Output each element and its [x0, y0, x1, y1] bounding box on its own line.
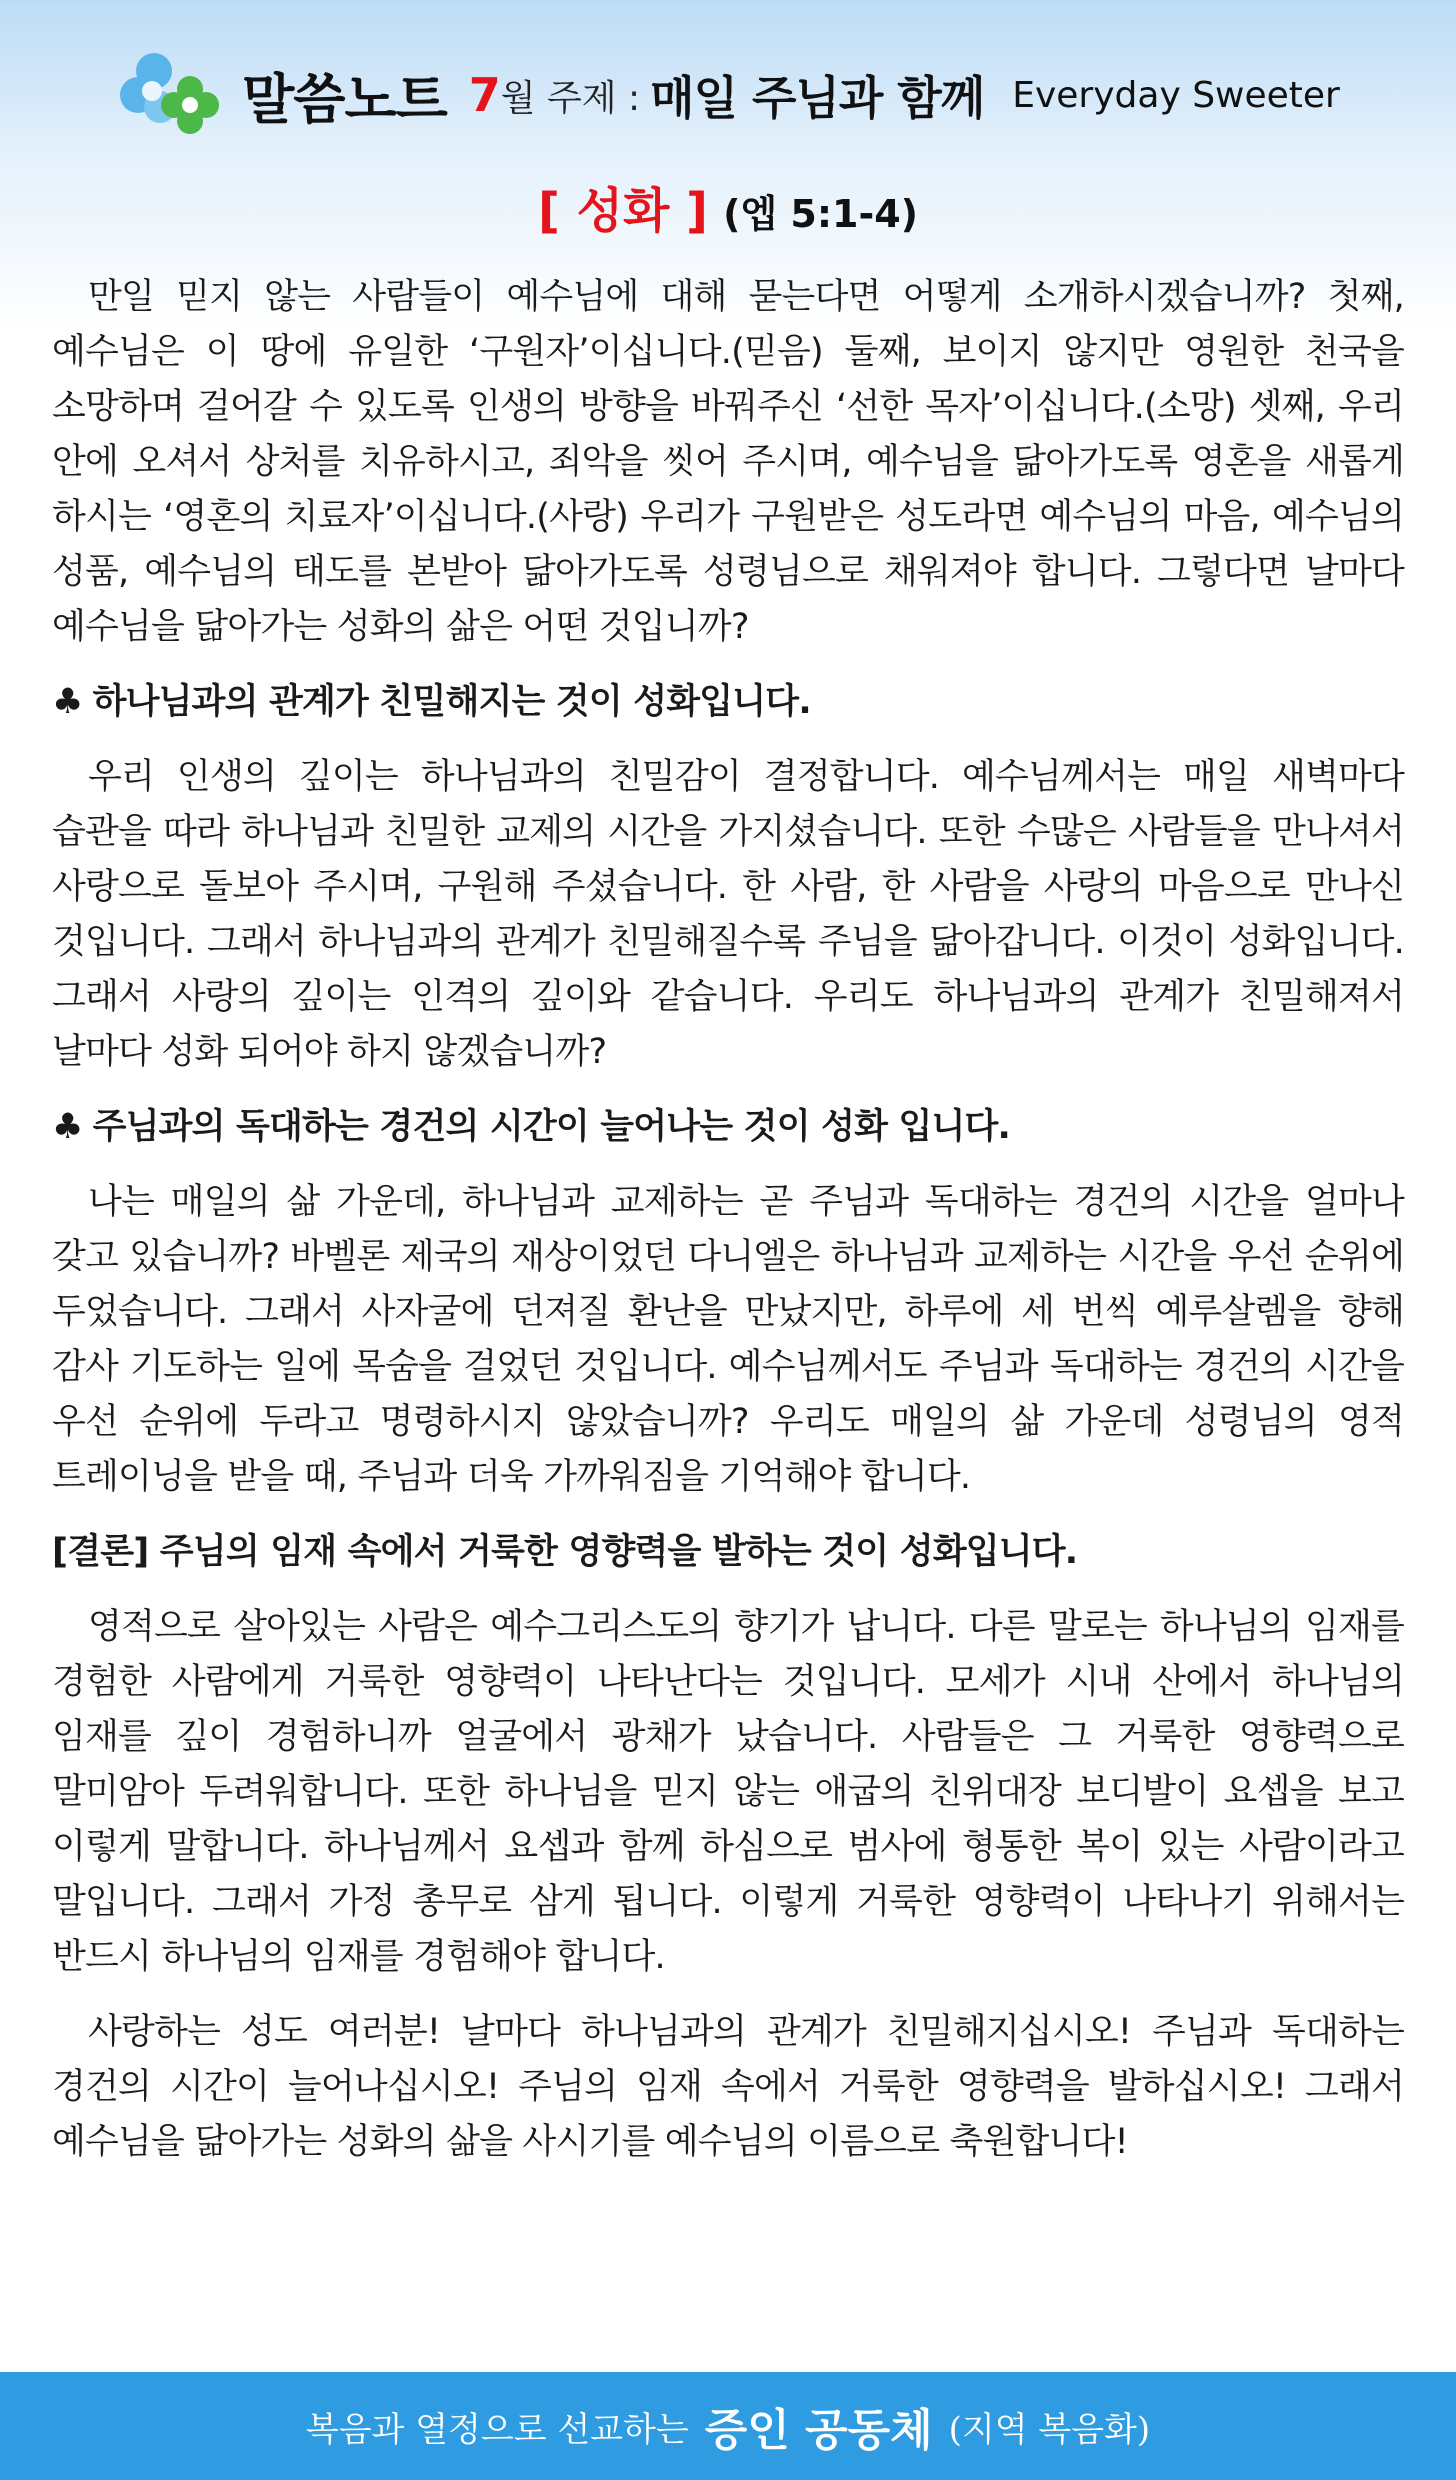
- conclusion-heading: [결론] 주님의 임재 속에서 거룩한 영향력을 발하는 것이 성화입니다.: [52, 1532, 1078, 1572]
- conclusion-paragraph: 영적으로 살아있는 사람은 예수그리스도의 향기가 납니다. 다른 말로는 하나님의 임재를 경험한 사람에게 거룩한 영향력이 나타난다는 것입니다. 모세가 시내 산에서 하나님의 임재를 깊이 경험하니까 얼굴에서 광채가 났습니다. 사람들은 그 거룩한 영향력으로 말미암아 두려워합니다. 또한 하나님을 믿지 않는 애굽의 친위대장 보디발이 요셉을 보고 이렇게 말합니다. 하나님께서 요셉과 함께 하심으로 범사에 형통한 복이 있는 사람이라고 말입니다. 그래서 가정 총무로 삼게 됩니다. 이렇게 거룩한 영향력이 나타나기 위해서는 반드시 하나님의 임재를 경험해야 합니다.: [52, 1607, 1404, 1977]
- closing-paragraph: 사랑하는 성도 여러분! 날마다 하나님과의 관계가 친밀해지십시오! 주님과 독대하는 경건의 시간이 늘어나십시오! 주님의 임재 속에서 거룩한 영향력을 발하십시오! 그래서 예수님을 닮아가는 성화의 삶을 사시기를 예수님의 이름으로 축원합니다!: [52, 2012, 1404, 2162]
- club-icon: ♣: [52, 1107, 83, 1147]
- section-heading-2-text: 주님과의 독대하는 경건의 시간이 늘어나는 것이 성화 입니다.: [92, 1107, 1011, 1147]
- brand-title: 말씀노트: [242, 67, 447, 131]
- clover-flower-icon: [116, 45, 226, 145]
- section-heading-2: [52, 1100, 1404, 1155]
- page-header: [0, 40, 1456, 150]
- sermon-title: [0, 176, 1456, 246]
- footer-emphasis: 증인 공동체: [704, 2405, 933, 2456]
- section-paragraph-2: 나는 매일의 삶 가운데, 하나님과 교제하는 곧 주님과 독대하는 경건의 시간을 얼마나 갖고 있습니까? 바벨론 제국의 재상이었던 다니엘은 하나님과 교제하는 시간을 우선 순위에 두었습니다. 그래서 사자굴에 던져질 환난을 만났지만, 하루에 세 번씩 예루살렘을 향해 감사 기도하는 일에 목숨을 걸었던 것입니다. 예수님께서도 주님과 독대하는 경건의 시간을 우선 순위에 두라고 명령하시지 않았습니까? 우리도 매일의 삶 가운데 성령님의 영적 트레이닝을 받을 때, 주님과 더욱 가까워짐을 기억해야 합니다.: [52, 1182, 1404, 1497]
- scripture-reference: (엡 5:1-4): [723, 192, 919, 236]
- monthly-topic: 매일 주님과 함께: [650, 71, 985, 125]
- title-main: [ 성화 ]: [537, 183, 708, 239]
- section-heading-1-text: 하나님과의 관계가 친밀해지는 것이 성화입니다.: [92, 682, 811, 722]
- footer-suffix: (지역 복음화): [948, 2409, 1151, 2450]
- month-number: 7: [468, 68, 501, 122]
- subtitle: Everyday Sweeter: [1012, 74, 1340, 116]
- intro-paragraph: 만일 믿지 않는 사람들이 예수님에 대해 묻는다면 어떻게 소개하시겠습니까? 첫째, 예수님은 이 땅에 유일한 ‘구원자’이십니다.(믿음) 둘째, 보이지 않지만 영원한 천국을 소망하며 걸어갈 수 있도록 인생의 방향을 바꿔주신 ‘선한 목자’이십니다.(소망) 셋째, 우리 안에 오셔서 상처를 치유하시고, 죄악을 씻어 주시며, 예수님을 닮아가도록 영혼을 새롭게 하시는 ‘영혼의 치료자’이십니다.(사랑) 우리가 구원받은 성도라면 예수님의 마음, 예수님의 성품, 예수님의 태도를 본받아 닮아가도록 성령님으로 채워져야 합니다. 그렇다면 날마다 예수님을 닮아가는 성화의 삶은 어떤 것입니까?: [52, 277, 1404, 647]
- footer-prefix: 복음과 열정으로 선교하는: [305, 2409, 689, 2450]
- footer-banner: [0, 2372, 1456, 2480]
- section-heading-1: [52, 675, 1404, 730]
- section-paragraph-1: 우리 인생의 깊이는 하나님과의 친밀감이 결정합니다. 예수님께서는 매일 새벽마다 습관을 따라 하나님과 친밀한 교제의 시간을 가지셨습니다. 또한 수많은 사람들을 만나셔서 사랑으로 돌보아 주시며, 구원해 주셨습니다. 한 사람, 한 사람을 사랑의 마음으로 만나신 것입니다. 그래서 하나님과의 관계가 친밀해질수록 주님을 닮아갑니다. 이것이 성화입니다. 그래서 사랑의 깊이는 인격의 깊이와 같습니다. 우리도 하나님과의 관계가 친밀해져서 날마다 성화 되어야 하지 않겠습니까?: [52, 757, 1404, 1072]
- month-theme-label: 월 주제 :: [500, 77, 641, 119]
- club-icon: ♣: [52, 682, 83, 722]
- sermon-body: [52, 270, 1404, 2190]
